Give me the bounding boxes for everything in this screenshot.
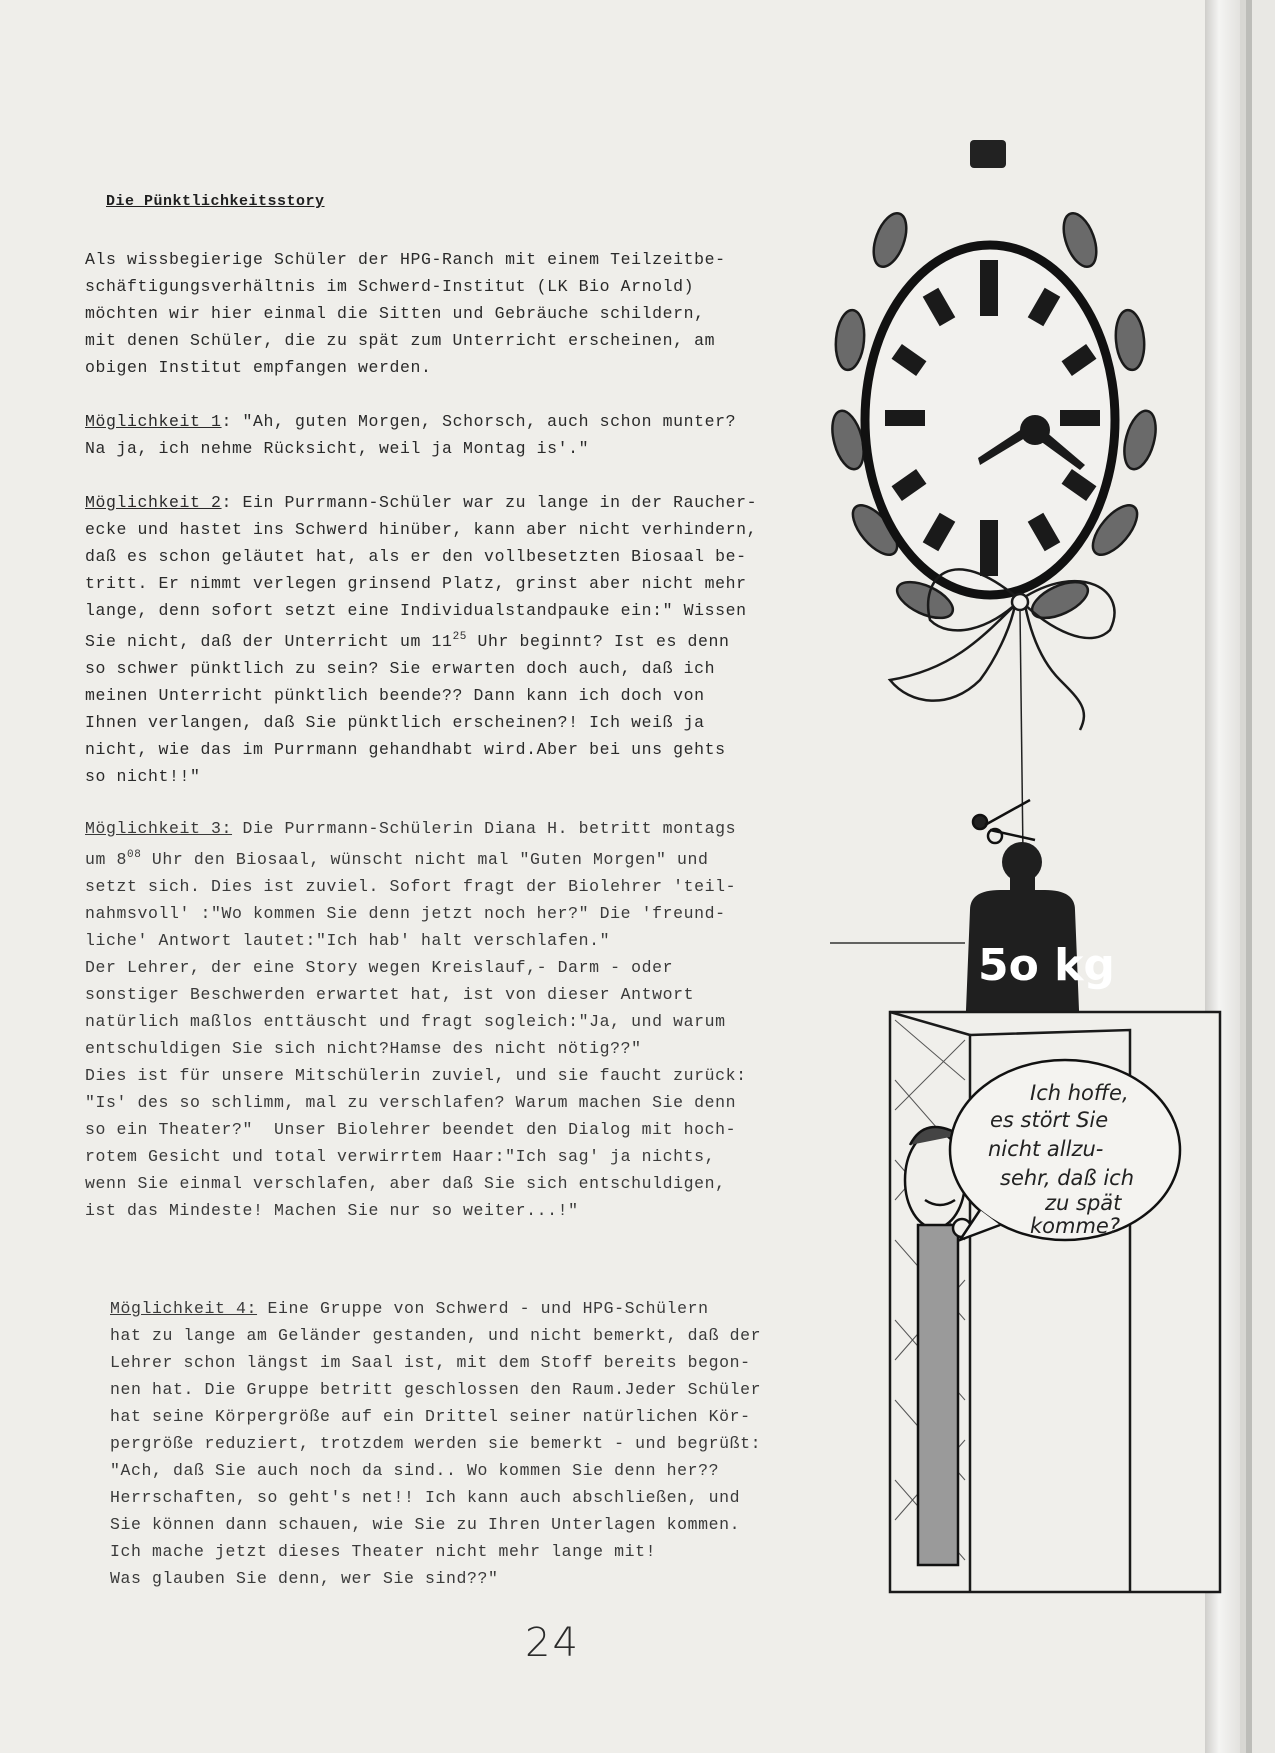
section-4-text: Eine Gruppe von Schwerd - und HPG-Schülern hat zu lange am Geländer gestanden, und nicht bemerkt, daß der Lehrer schon längst im Saal ist, mit dem Stoff bereits begon- nen hat. Die Gruppe betritt geschlossen den Raum.Jeder Schüler hat seine Körpergröße auf ein Drittel seiner natürlichen Kör- pergröße reduziert, trotzdem werden sie bemerkt - und begrüßt: "Ach, daß Sie auch noch da sind.. Wo kommen Sie denn her?? Herrschaften, so geht's net!! Ich kann auch abschließen, und Sie können dann schauen, wie Sie zu Ihren Unterlagen kommen. Ich mache jetzt dieses Theater nicht mehr lange mit! Was glauben Sie denn, wer Sie sind??": [110, 1299, 762, 1588]
section-3: [85, 815, 820, 1224]
speech-line-2: es stört Sie: [990, 1108, 1109, 1132]
weight-icon: [965, 842, 1115, 1035]
speech-bubble: [950, 1060, 1180, 1240]
speech-line-1: Ich hoffe,: [1030, 1081, 1129, 1105]
section-2-text-a: : Ein Purrmann-Schüler war zu lange in der Raucher- ecke und hastet ins Schwerd hinüber, kann aber nicht verhindern, daß es schon geläutet hat, als er den vollbesetzten Biosaal be- tritt. Er nimmt verlegen grinsend Platz, grinst aber nicht mehr lange, denn sofort setzt eine Individualstandpauke ein:" Wissen Sie nicht, daß der Unterricht um 11: [85, 493, 758, 651]
article-title: Die Pünktlichkeitsstory: [106, 193, 325, 210]
section-2-text-b: Uhr beginnt? Ist es denn so schwer pünktlich zu sein? Sie erwarten doch auch, daß ich meinen Unterricht pünktlich beende?? Dann kann ich doch von Ihnen verlangen, daß Sie pünktlich erscheinen?! Ich weiß ja nicht, wie das im Purrmann gehandhabt wird.Aber bei uns gehts so nicht!!": [85, 632, 730, 786]
string-line: [1020, 610, 1023, 855]
speech-line-3: nicht allzu-: [988, 1137, 1104, 1161]
section-4-label: Möglichkeit 4:: [110, 1299, 258, 1318]
section-1-label: Möglichkeit 1: [85, 412, 222, 431]
speech-line-6: komme?: [1030, 1214, 1120, 1238]
clock-weight-illustration: [830, 120, 1230, 1600]
section-2: [85, 489, 820, 790]
section-2-label: Möglichkeit 2: [85, 493, 222, 512]
section-1: [85, 408, 820, 462]
section-2-superscript: 25: [452, 631, 467, 643]
weight-label: 5o kg: [978, 940, 1115, 991]
clock-icon: [865, 140, 1115, 595]
scissors-icon: [973, 800, 1035, 843]
section-4: [110, 1295, 845, 1592]
section-3-label: Möglichkeit 3:: [85, 819, 233, 838]
section-3-text-a: Die Purrmann-Schülerin Diana H. betritt montags um 8: [85, 819, 737, 869]
section-1-text: : "Ah, guten Morgen, Schorsch, auch schon munter? Na ja, ich nehme Rücksicht, weil ja Montag is'.": [85, 412, 737, 458]
speech-line-5: zu spät: [1045, 1191, 1122, 1215]
section-3-superscript: 08: [127, 849, 142, 861]
speech-line-4: sehr, daß ich: [1000, 1166, 1135, 1190]
page-number: 24: [525, 1620, 580, 1666]
intro-paragraph: Als wissbegierige Schüler der HPG-Ranch mit einem Teilzeitbe- schäftigungsverhältnis im Schwerd-Institut (LK Bio Arnold) möchten wir hier einmal die Sitten und Gebräuche schildern, mit denen Schüler, die zu spät zum Unterricht erscheinen, am obigen Institut empfangen werden.: [85, 250, 726, 377]
section-3-text-b: Uhr den Biosaal, wünscht nicht mal "Guten Morgen" und setzt sich. Dies ist zuviel. Sofort fragt der Biolehrer 'teil- nahmsvoll' :"Wo kommen Sie denn jetzt noch her?" Die 'freund- liche' Antwort lautet:"Ich hab' halt verschlafen." Der Lehrer, der eine Story wegen Kreislauf,- Darm - oder sonstiger Beschwerden erwartet hat, ist von dieser Antwort natürlich maßlos enttäuscht und fragt sogleich:"Ja, und warum entschuldigen Sie sich nicht?Hamse des nicht nötig??" Dies ist für unsere Mitschülerin zuviel, und sie faucht zurück: "Is' des so schlimm, mal zu verschlafen? Warum machen Sie denn so ein Theater?" Unser Biolehrer beendet den Dialog mit hoch- rotem Gesicht und total verwirrtem Haar:"Ich sag' ja nichts, wenn Sie einmal verschlafen, aber daß Sie sich entschuldigen, ist das Mindeste! Machen Sie nur so weiter...!": [85, 850, 747, 1220]
